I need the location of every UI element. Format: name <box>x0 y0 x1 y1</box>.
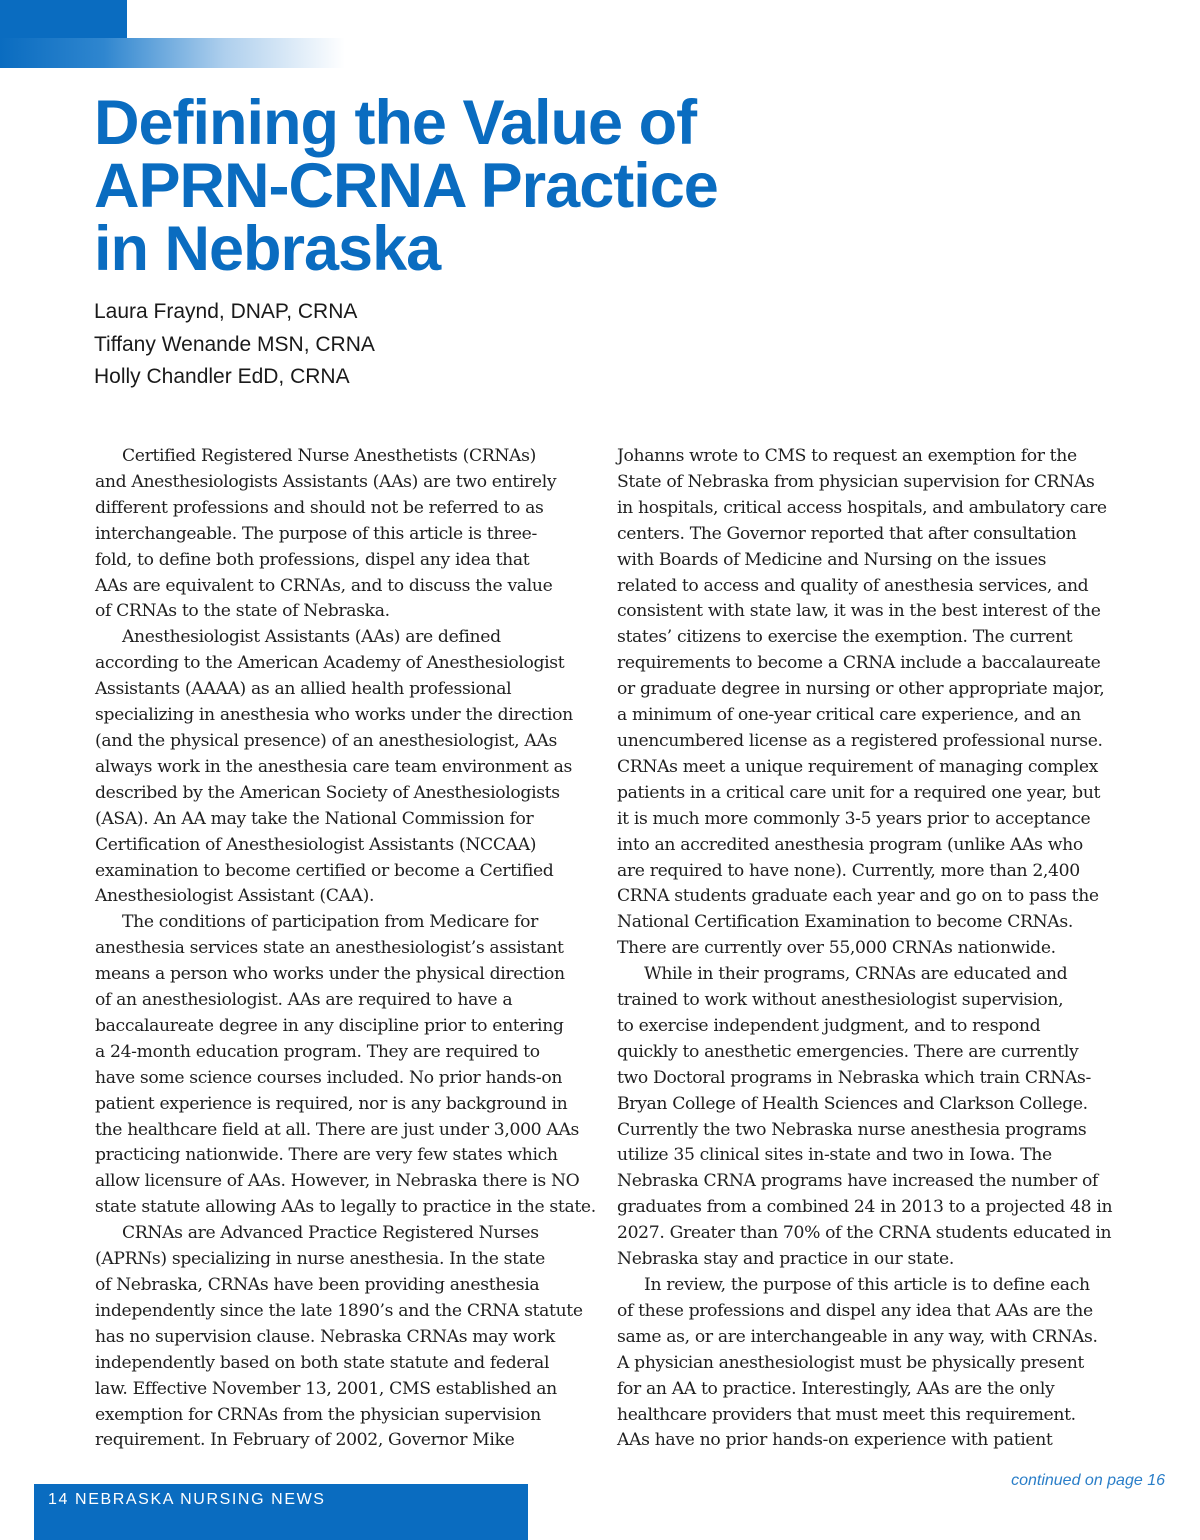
body-text-line: Assistants (AAAA) as an allied health professional <box>95 679 512 700</box>
body-text-line: specializing in anesthesia who works under the direction <box>95 705 573 726</box>
body-text-line: allow licensure of AAs. However, in Nebraska there is NO <box>95 1171 580 1192</box>
body-text-line: quickly to anesthetic emergencies. There are currently <box>617 1041 1079 1062</box>
body-column-right <box>617 444 1122 1454</box>
body-text-line: means a person who works under the physical direction <box>95 964 565 985</box>
body-text-line: or graduate degree in nursing or other appropriate major, <box>617 679 1105 700</box>
title-line: Defining the Value of <box>94 88 697 158</box>
body-text-line: interchangeable. The purpose of this article is three- <box>95 523 537 544</box>
body-text-line: National Certification Examination to become CRNAs. <box>617 912 1073 933</box>
body-text-line: two Doctoral programs in Nebraska which train CRNAs- <box>617 1067 1091 1088</box>
body-text-line: AAs have no prior hands-on experience with patient <box>617 1430 1053 1451</box>
body-text-line: State of Nebraska from physician supervision for CRNAs <box>617 471 1095 492</box>
body-text-line: practicing nationwide. There are very few states which <box>95 1145 558 1166</box>
body-text-line: independently since the late 1890’s and the CRNA statute <box>95 1300 583 1321</box>
body-column-left <box>95 444 596 1454</box>
body-text-line: CRNA students graduate each year and go on to pass the <box>617 886 1099 907</box>
body-text-line: graduates from a combined 24 in 2013 to a projected 48 in <box>617 1197 1113 1218</box>
body-text-line: trained to work without anesthesiologist supervision, <box>617 990 1064 1011</box>
body-text-line: exemption for CRNAs from the physician supervision <box>95 1404 541 1425</box>
body-text-line: unencumbered license as a registered professional nurse. <box>617 730 1103 751</box>
title-line: APRN-CRNA Practice <box>94 151 718 221</box>
body-text-line: a minimum of one-year critical care experience, and an <box>617 705 1081 726</box>
body-text-line: it is much more commonly 3-5 years prior to acceptance <box>617 808 1091 829</box>
body-text-line: for an AA to practice. Interestingly, AAs are the only <box>617 1378 1055 1399</box>
continued-note: continued on page 16 <box>1011 1472 1165 1489</box>
body-text-line: independently based on both state statute and federal <box>95 1352 550 1373</box>
body-text-line: consistent with state law, it was in the best interest of the <box>617 601 1101 622</box>
body-text-line: in hospitals, critical access hospitals, and ambulatory care <box>617 497 1107 518</box>
body-text-line: always work in the anesthesia care team environment as <box>95 756 572 777</box>
body-text-line: are required to have none). Currently, more than 2,400 <box>617 860 1080 881</box>
header-gradient-bar <box>0 38 345 68</box>
author-name: Laura Fraynd, DNAP, CRNA <box>94 300 358 323</box>
article-title <box>94 88 994 284</box>
body-text-line: requirements to become a CRNA include a baccalaureate <box>617 653 1101 674</box>
body-text-line: of an anesthesiologist. AAs are required to have a <box>95 990 513 1011</box>
body-text-line: of CRNAs to the state of Nebraska. <box>95 601 390 622</box>
body-text-line: Nebraska stay and practice in our state. <box>617 1249 954 1270</box>
body-text-line: 2027. Greater than 70% of the CRNA students educated in <box>617 1223 1112 1244</box>
body-text-line: There are currently over 55,000 CRNAs nationwide. <box>617 938 1056 959</box>
page-footer-label: 14 NEBRASKA NURSING NEWS <box>48 1491 326 1508</box>
body-text-line: anesthesia services state an anesthesiologist’s assistant <box>95 938 564 959</box>
body-text-line: of Nebraska, CRNAs have been providing anesthesia <box>95 1275 540 1295</box>
body-text-line: state statute allowing AAs to legally to practice in the state. <box>95 1197 596 1218</box>
body-text-line: the healthcare field at all. There are just under 3,000 AAs <box>95 1119 579 1140</box>
body-text-line: into an accredited anesthesia program (unlike AAs who <box>617 834 1083 855</box>
body-text-line: fold, to define both professions, dispel any idea that <box>95 549 530 570</box>
body-text-line: Bryan College of Health Sciences and Clarkson College. <box>617 1093 1088 1114</box>
body-text-line: have some science courses included. No prior hands-on <box>95 1067 563 1088</box>
body-text-line: requirement. In February of 2002, Governor Mike <box>95 1430 515 1451</box>
body-text-line: of these professions and dispel any idea that AAs are the <box>617 1300 1093 1321</box>
body-text-line: related to access and quality of anesthesia services, and <box>617 575 1089 596</box>
author-name: Holly Chandler EdD, CRNA <box>94 365 350 388</box>
body-text-line: The conditions of participation from Medicare for <box>122 912 538 933</box>
body-text-line: patient experience is required, nor is any background in <box>95 1093 568 1114</box>
author-name: Tiffany Wenande MSN, CRNA <box>94 332 375 356</box>
body-text-line: and Anesthesiologists Assistants (AAs) are two entirely <box>95 471 557 492</box>
body-text-line: different professions and should not be referred to as <box>95 497 544 518</box>
title-line: in Nebraska <box>94 214 441 284</box>
body-text-line: AAs are equivalent to CRNAs, and to discuss the value <box>95 575 553 596</box>
body-text-line: patients in a critical care unit for a required one year, but <box>617 782 1101 803</box>
body-text-line: CRNAs are Advanced Practice Registered Nurses <box>122 1223 539 1244</box>
body-text-line: Certified Registered Nurse Anesthetists (CRNAs) <box>122 446 536 466</box>
body-text-line: CRNAs meet a unique requirement of managing complex <box>617 756 1098 777</box>
body-text-line: Johanns wrote to CMS to request an exemption for the <box>617 446 1077 466</box>
body-text-line: healthcare providers that must meet this requirement. <box>617 1404 1076 1425</box>
body-text-line: baccalaureate degree in any discipline prior to entering <box>95 1015 564 1036</box>
body-text-line: Anesthesiologist Assistant (CAA). <box>95 886 375 907</box>
body-text-line: In review, the purpose of this article is to define each <box>644 1275 1090 1295</box>
body-text-line: according to the American Academy of Anesthesiologist <box>95 653 565 674</box>
body-text-line: Currently the two Nebraska nurse anesthesia programs <box>617 1119 1087 1140</box>
body-text-line: described by the American Society of Anesthesiologists <box>95 782 560 803</box>
body-text-line: A physician anesthesiologist must be physically present <box>617 1352 1084 1373</box>
body-text-line: to exercise independent judgment, and to respond <box>617 1015 1041 1036</box>
body-text-line: with Boards of Medicine and Nursing on the issues <box>617 549 1047 570</box>
body-text-line: (APRNs) specializing in nurse anesthesia. In the state <box>95 1249 545 1270</box>
body-text-line: (and the physical presence) of an anesthesiologist, AAs <box>95 730 557 751</box>
body-text-line: law. Effective November 13, 2001, CMS established an <box>95 1378 557 1399</box>
body-text-line: Nebraska CRNA programs have increased the number of <box>617 1171 1098 1192</box>
body-text-line: centers. The Governor reported that after consultation <box>617 523 1077 544</box>
body-text-line: same as, or are interchangeable in any way, with CRNAs. <box>617 1326 1098 1347</box>
body-text-line: Certification of Anesthesiologist Assistants (NCCAA) <box>95 834 537 855</box>
body-text-line: states’ citizens to exercise the exemption. The current <box>617 627 1073 648</box>
body-text-line: While in their programs, CRNAs are educated and <box>644 964 1068 985</box>
corner-accent-block <box>0 0 127 38</box>
author-list <box>94 296 375 394</box>
body-text-line: Anesthesiologist Assistants (AAs) are defined <box>122 627 501 648</box>
body-text-line: examination to become certified or become a Certified <box>95 860 554 881</box>
body-text-line: utilize 35 clinical sites in-state and two in Iowa. The <box>617 1145 1052 1166</box>
body-text-line: a 24-month education program. They are required to <box>95 1041 540 1062</box>
body-text-line: (ASA). An AA may take the National Commission for <box>95 808 534 829</box>
body-text-line: has no supervision clause. Nebraska CRNAs may work <box>95 1326 555 1347</box>
